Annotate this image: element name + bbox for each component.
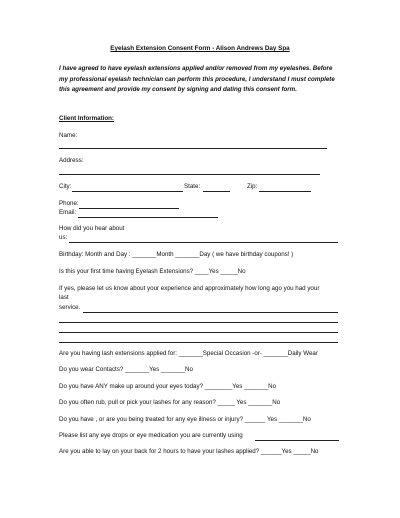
service-label: service.: [59, 304, 81, 311]
client-info-heading: Client Information:: [59, 115, 114, 122]
referral-label: How did you hear about: [59, 225, 125, 232]
email-field[interactable]: [78, 217, 218, 218]
experience-question: If yes, please let us know about your experience and approximately how long ago you had your: [59, 285, 320, 292]
name-label: Name:: [59, 132, 78, 139]
address-field[interactable]: [59, 174, 320, 175]
state-label: State:: [184, 183, 201, 190]
eye-illness-question: Do you have , or are you being treated for any eye illness or injury? ______ Yes _______No: [59, 416, 311, 423]
intro-line: my professional eyelash technician can perform this procedure, I understand I must complete: [59, 75, 335, 83]
first-time-question: Is this your first time having Eyelash Extensions? ____Yes _____No: [59, 268, 246, 275]
experience-question-cont: last: [59, 294, 69, 301]
referral-label-us: us:: [59, 234, 68, 241]
address-label: Address:: [59, 157, 84, 164]
city-field[interactable]: [72, 191, 183, 192]
phone-label: Phone:: [59, 200, 79, 207]
phone-field[interactable]: [79, 208, 179, 209]
eye-drops-field[interactable]: [255, 440, 339, 441]
pull-pick-question: Do you often rub, pull or pick your lashes for any reason? _____ Yes _______No: [59, 399, 281, 406]
zip-field[interactable]: [259, 191, 311, 192]
intro-line: I have agreed to have eyelash extensions applied and/or removed from my eyelashes. Before: [59, 65, 333, 72]
application-type-question: Are you having lash extensions applied for: _______Special Occasion -or- _______Daily Wear: [59, 350, 318, 357]
email-label: Email:: [59, 209, 77, 216]
birthday-question: Birthday: Month and Day : _______Month _______Day ( we have birthday coupons! ): [59, 251, 294, 258]
name-field[interactable]: [59, 148, 327, 149]
contacts-question: Do you wear Contacts? _______Yes _______No: [59, 366, 193, 373]
lay-on-back-question: Are you able to lay on your back for 2 hours to have your lashes applied? ______Yes _____No: [59, 448, 319, 455]
referral-field[interactable]: [69, 242, 338, 243]
experience-field-line[interactable]: [83, 312, 338, 313]
form-title: Eyelash Extension Consent Form - Alison Andrews Day Spa: [110, 45, 290, 52]
experience-field-line[interactable]: [59, 332, 338, 333]
experience-field-line[interactable]: [59, 322, 338, 323]
intro-line: this agreement and provide my consent by signing and dating this consent form.: [59, 86, 297, 93]
experience-field-line[interactable]: [59, 342, 338, 343]
consent-intro: [59, 64, 349, 96]
makeup-question: Do you have ANY make up around your eyes today? ________Yes _______No: [59, 383, 277, 390]
zip-label: Zip:: [247, 183, 258, 190]
state-field[interactable]: [203, 191, 230, 192]
eye-drops-question: Please list any eye drops or eye medication you are currently using: [59, 432, 243, 439]
city-label: City:: [59, 183, 72, 190]
